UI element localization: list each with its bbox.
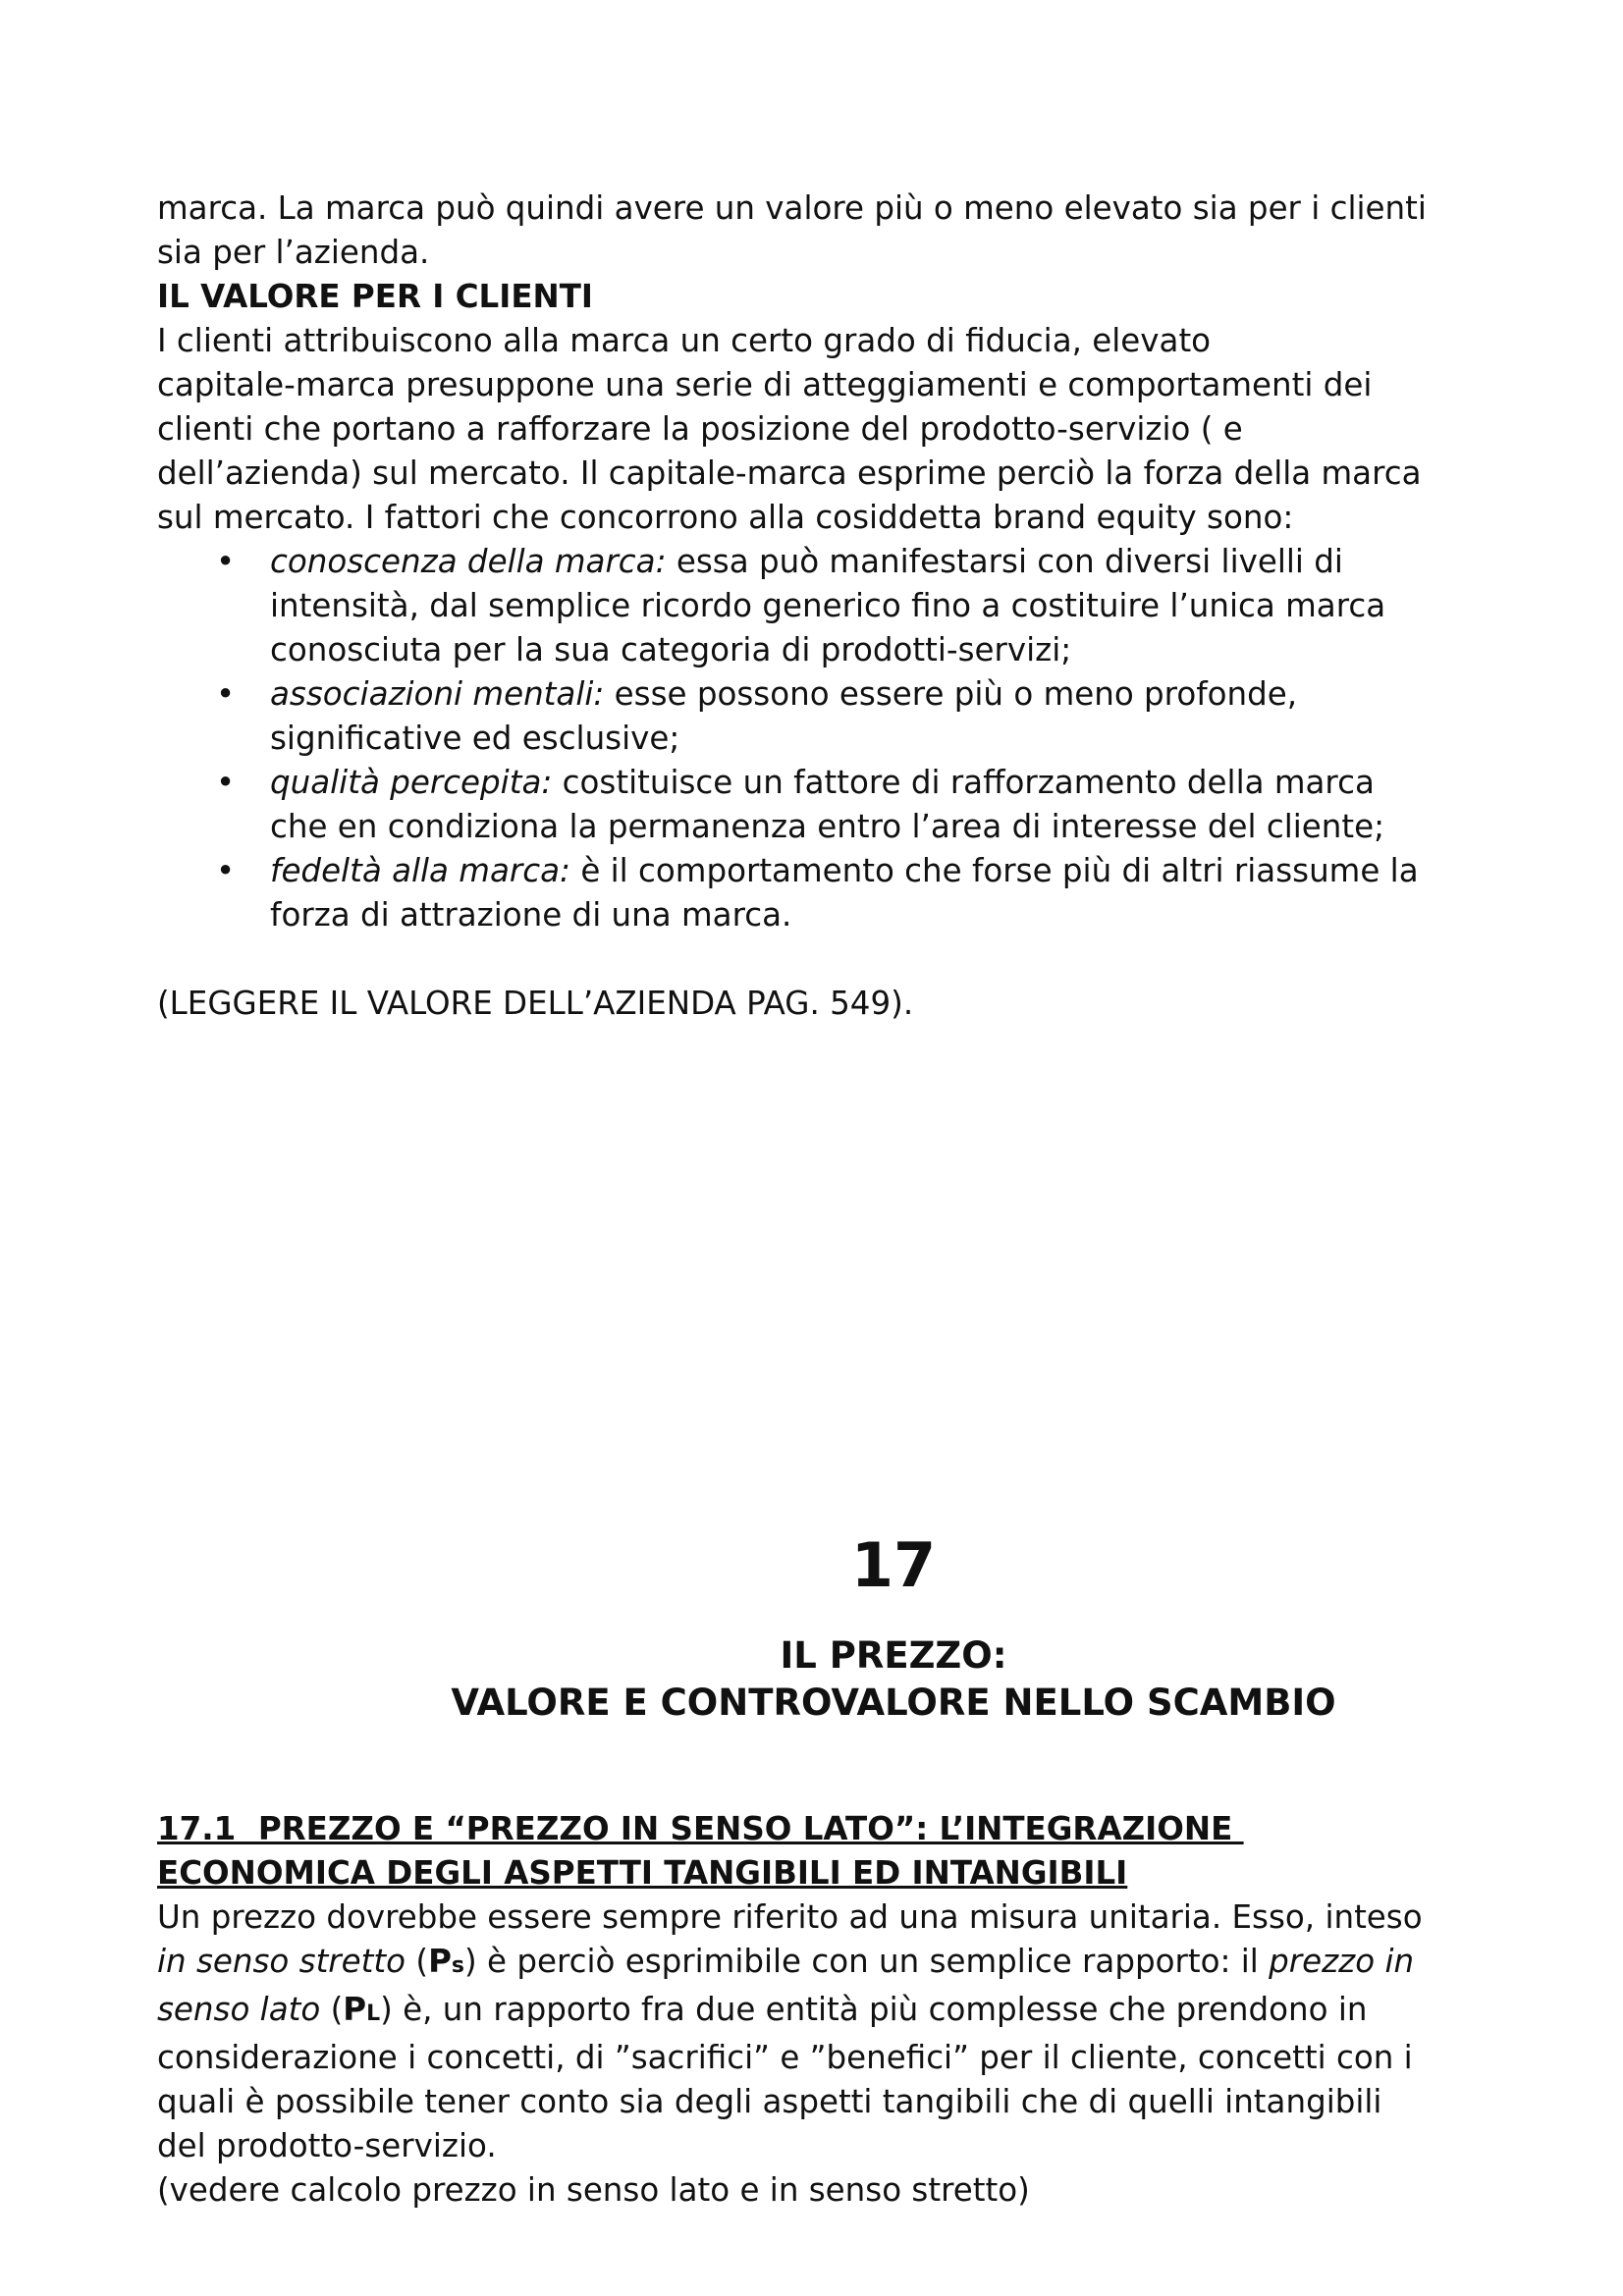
list-item — [157, 849, 1473, 937]
calculation-note: (vedere calcolo prezzo in senso lato e in senso stretto) — [157, 2171, 1030, 2209]
italic-term: senso lato — [157, 1991, 321, 2028]
list-item — [157, 540, 1473, 672]
spacer — [157, 937, 1473, 982]
pl-sub: L — [366, 2002, 381, 2026]
value-body-line-2: capitale-marca presuppone una serie di atteggiamenti e comportamenti dei — [157, 366, 1373, 403]
text-segment: ) è perciò esprimibile con un semplice rapporto: il — [464, 1943, 1270, 1980]
chapter-title-line-1: IL PREZZO: — [780, 1634, 1007, 1677]
italic-term: in senso stretto — [157, 1943, 406, 1980]
value-body-line-3: clienti che portano a rafforzare la posizione del prodotto-servizio ( e — [157, 410, 1243, 448]
bullet-icon: • — [216, 764, 236, 801]
value-body-line-5: sul mercato. I fattori che concorrono alla cosiddetta brand equity sono: — [157, 499, 1294, 536]
factor-term: conoscenza della marca: — [270, 543, 667, 580]
value-section-heading: IL VALORE PER I CLIENTI — [157, 278, 594, 315]
pl-symbol — [343, 1991, 380, 2028]
factor-text: significative ed esclusive; — [270, 720, 680, 757]
price-paragraph-line-1: Un prezzo dovrebbe essere sempre riferito ad una misura unitaria. Esso, inteso — [157, 1898, 1423, 1936]
price-paragraph-line-2 — [157, 1940, 1473, 1988]
value-body-line-4: dell’azienda) sul mercato. Il capitale-marca esprime perciò la forza della marca — [157, 454, 1422, 492]
chapter-title-line-2: VALORE E CONTROVALORE NELLO SCAMBIO — [451, 1682, 1336, 1724]
factor-term: qualità percepita: — [270, 764, 553, 801]
list-item — [157, 761, 1473, 849]
factor-term: associazioni mentali: — [270, 675, 605, 713]
bullet-icon: • — [216, 852, 236, 889]
factor-text: conosciuta per la sua categoria di prodotti-servizi; — [270, 631, 1072, 668]
factor-text: costituisce un fattore di rafforzamento della marca — [552, 764, 1375, 801]
text-segment: ) è, un rapporto fra due entità più complesse che prendono in — [380, 1991, 1368, 2028]
ps-main: P — [428, 1943, 452, 1980]
italic-term: prezzo in — [1269, 1943, 1415, 1980]
paren-open: ( — [406, 1943, 429, 1980]
factor-text: è il comportamento che forse più di altri riassume la — [569, 852, 1419, 889]
factor-term: fedeltà alla marca: — [270, 852, 570, 889]
chapter-title — [157, 1632, 1473, 1727]
brand-equity-factors-list — [157, 540, 1473, 937]
bullet-icon: • — [216, 675, 236, 713]
value-body-line-1: I clienti attribuiscono alla marca un certo grado di fiducia, elevato — [157, 322, 1212, 359]
factor-text: forza di attrazione di una marca. — [270, 896, 792, 934]
document-page — [157, 187, 1473, 2213]
pl-main: P — [343, 1991, 367, 2028]
ps-sub: s — [451, 1953, 464, 1978]
paren-open: ( — [320, 1991, 344, 2028]
factor-text: esse possono essere più o meno profonde, — [604, 675, 1298, 713]
factor-text: intensità, dal semplice ricordo generico fino a costituire l’unica marca — [270, 587, 1386, 624]
chapter-number: 17 — [850, 1529, 937, 1601]
price-paragraph-line-5: quali è possibile tener conto sia degli aspetti tangibili che di quelli intangibili — [157, 2083, 1382, 2120]
bullet-icon: • — [216, 543, 236, 580]
price-paragraph-line-6: del prodotto-servizio. — [157, 2127, 497, 2164]
list-item — [157, 672, 1473, 761]
reading-note: (LEGGERE IL VALORE DELL’AZIENDA PAG. 549). — [157, 985, 914, 1022]
section-heading-17-1 — [157, 1807, 1473, 1896]
ps-symbol — [428, 1943, 464, 1980]
price-paragraph-line-3 — [157, 1988, 1473, 2036]
factor-text: essa può manifestarsi con diversi livelli di — [666, 543, 1343, 580]
section-heading-line-1: 17.1 PREZZO E “PREZZO IN SENSO LATO”: L’INTEGRAZIONE — [157, 1810, 1244, 1847]
section-heading-line-2: ECONOMICA DEGLI ASPETTI TANGIBILI ED INTANGIBILI — [157, 1854, 1128, 1892]
intro-line-2: sia per l’azienda. — [157, 234, 430, 271]
factor-text: che en condiziona la permanenza entro l’area di interesse del cliente; — [270, 808, 1385, 845]
intro-line-1: marca. La marca può quindi avere un valore più o meno elevato sia per i clienti — [157, 189, 1427, 227]
price-paragraph-line-4: considerazione i concetti, di ”sacrifici” e ”benefici” per il cliente, concetti con i — [157, 2039, 1413, 2076]
